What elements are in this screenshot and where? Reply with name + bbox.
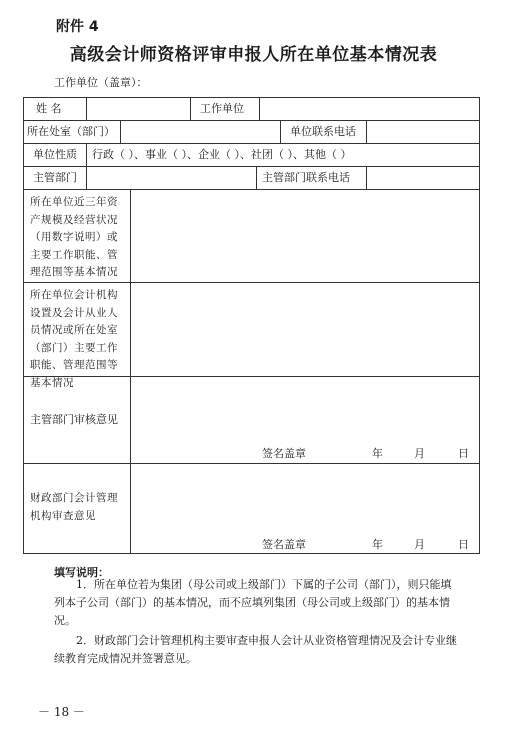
row-divider — [23, 189, 480, 190]
row-divider — [23, 120, 480, 121]
finance-opinion-label: 财政部门会计管理机构审查意见 — [30, 492, 118, 522]
page-title: 高级会计师资格评审申报人所在单位基本情况表 — [69, 45, 438, 65]
unit-nature-options: 行政（ ）、事业（ ）、企业（ ）、社团（ ）、其他（ ） — [92, 148, 352, 161]
column-divider — [86, 97, 87, 120]
work-unit-stamp-label: 工作单位（盖章）： — [54, 76, 148, 89]
name-label: 姓 名 — [36, 102, 62, 115]
department-label: 所在处室（部门） — [27, 125, 115, 138]
row-divider — [23, 166, 480, 167]
work-unit-label: 工作单位 — [200, 102, 244, 115]
accounting-label: 所在单位会计机构设置及会计从业人员情况或所在处室（部门）主要工作职能、管理范围等基本情况 — [30, 289, 118, 389]
month-label: 月 — [414, 538, 425, 551]
column-divider — [130, 189, 131, 554]
sign-label: 签名盖章 — [262, 538, 306, 551]
note-item: 1．所在单位若为集团（母公司或上级部门）下属的子公司（部门），则只能填列本子公司（部门）的基本情况，而不应填列集团（母公司或上级部门）的基本情况。 — [54, 578, 452, 627]
note-item: 2．财政部门会计管理机构主要审查申报人会计从业资格管理情况及会计专业继续教育完成情况并签署意见。 — [54, 634, 457, 665]
attachment-label: 附件 4 — [56, 19, 99, 35]
unit-phone-label: 单位联系电话 — [290, 125, 356, 138]
supervisor-phone-label: 主管部门联系电话 — [262, 171, 350, 184]
year-label: 年 — [372, 538, 383, 551]
column-divider — [190, 97, 191, 120]
row-divider — [23, 463, 480, 464]
column-divider — [86, 143, 87, 166]
day-label: 日 — [458, 538, 469, 551]
supervisor-opinion-label: 主管部门审核意见 — [30, 413, 118, 426]
column-divider — [256, 166, 257, 189]
day-label: 日 — [458, 447, 469, 460]
column-divider — [280, 120, 281, 143]
unit-nature-label: 单位性质 — [33, 148, 77, 161]
row-divider — [23, 282, 480, 283]
supervisor-label: 主管部门 — [33, 171, 77, 184]
column-divider — [259, 97, 260, 120]
row-divider — [23, 143, 480, 144]
month-label: 月 — [414, 447, 425, 460]
year-label: 年 — [372, 447, 383, 460]
column-divider — [120, 120, 121, 143]
sign-label: 签名盖章 — [262, 447, 306, 460]
page-number: － 18 － — [38, 705, 85, 719]
column-divider — [366, 120, 367, 143]
notes-title: 填写说明： — [54, 566, 109, 579]
column-divider — [86, 166, 87, 189]
column-divider — [366, 166, 367, 189]
scale-label: 所在单位近三年资产规模及经营状况（用数字说明）或主要工作职能、管理范围等基本情况 — [30, 196, 118, 278]
